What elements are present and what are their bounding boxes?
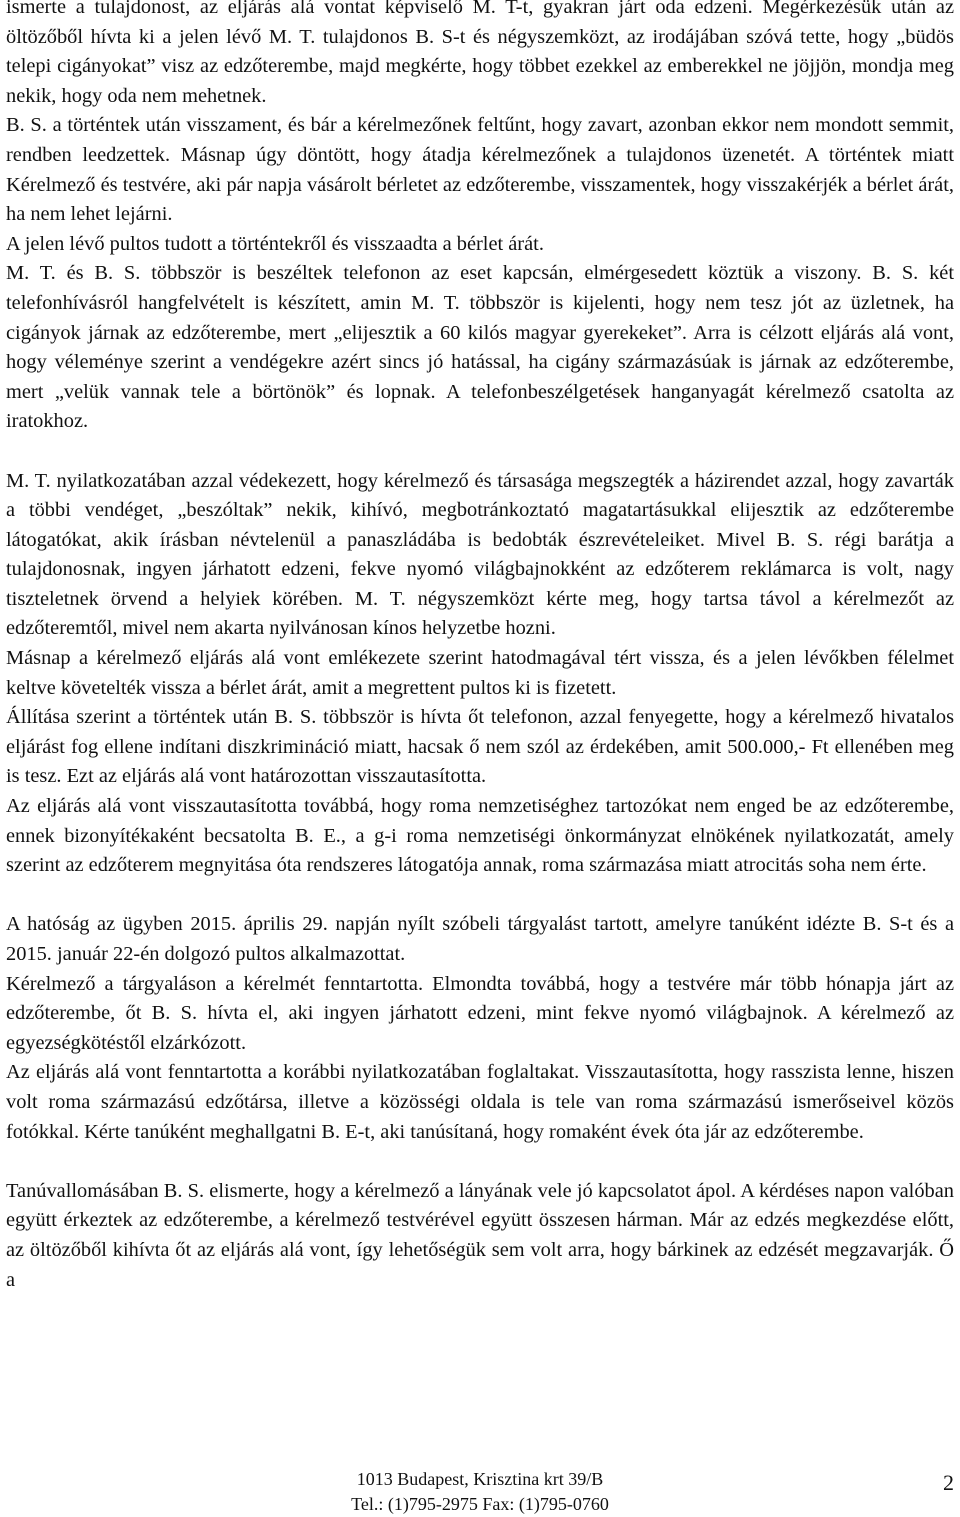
paragraph: ismerte a tulajdonost, az eljárás alá vontat képviselő M. T-t, gyakran járt oda edzeni. Megérkezésük után az öltözőből hívta ki a jelen lévő M. T. tulajdonos B. S-t és négyszemközt, az irodájában szóvá tette, hogy „büdös telepi cigányokat” visz az edzőterembe, majd megkérte, hogy többet ezekkel az emberekkel ne jöjjön, mondja meg nekik, hogy oda nem mehetnek. [6,0,954,107]
paragraph-spacer [6,437,954,467]
paragraph: B. S. a történtek után visszament, és bár a kérelmezőnek feltűnt, hogy zavart, azonban ekkor nem mondott semmit, rendben leedzettek. Másnap úgy döntött, hogy átadja kérelmezőnek a tulajdonos üzenetét. A történtek miatt Kérelmező és testvére, aki pár napja vásárolt bérletet az edzőterembe, visszamentek, hogy visszakérjék a bérlet árát, ha nem lehet lejárni. [6,114,954,226]
paragraph-spacer [6,881,954,911]
paragraph: Az eljárás alá vont fenntartotta a korábbi nyilatkozatában foglaltakat. Visszautasította, hogy rasszista lenne, hiszen volt roma származású edzőtársa, illetve a közösségi oldala is tele van roma származású ismerőseivel közös fotókkal. Kérte tanúként meghallgatni B. E-t, aki tanúsítaná, hogy romaként évek óta jár az edzőterembe. [6,1061,954,1143]
paragraph: Tanúvallomásában B. S. elismerte, hogy a kérelmező a lányának vele jó kapcsolatot ápol. A kérdéses napon valóban együtt érkeztek az edzőterembe, a kérelmező testvérével együtt összesen hárman. Már az edzés megkezdése előtt, az öltözőből kihívta őt az eljárás alá vont, így lehetőségük sem volt arra, hogy bárkinek az edzését megzavarják. Ő a [6,1179,954,1291]
page-number: 2 [943,1470,954,1495]
paragraph: Az eljárás alá vont visszautasította továbbá, hogy roma nemzetiséghez tartozókat nem enged be az edzőterembe, ennek bizonyítékaként becsatolta B. E., a g-i roma nemzetiségi önkormányzat elnökének nyilatkozatát, amely szerint az edzőterem megnyitása óta rendszeres látogatója annak, roma származása miatt atrocitás soha nem érte. [6,795,954,877]
footer-address: 1013 Budapest, Krisztina krt 39/B [356,1469,604,1489]
document-body [6,0,954,1295]
paragraph: A hatóság az ügyben 2015. április 29. napján nyílt szóbeli tárgyalást tartott, amelyre tanúként idézte B. S-t és a 2015. január 22-én dolgozó pultos alkalmazottat. [6,913,954,965]
paragraph: Másnap a kérelmező eljárás alá vont emlékezete szerint hatodmagával tért vissza, és a jelen lévőkben félelmet keltve követelték vissza a bérlet árát, amit a megrettent pultos ki is fizetett. [6,647,954,699]
paragraph: A jelen lévő pultos tudott a történtekről és visszaadta a bérlet árát. [6,232,544,255]
paragraph: Állítása szerint a történtek után B. S. többször is hívta őt telefonon, azzal fenyegette, hogy a kérelmező hivatalos eljárást fog ellene indítani diszkrimináció miatt, hacsak ő nem szól az érdekében, amit 500.000,- Ft ellenében meg is tesz. Ezt az eljárás alá vont határozottan visszautasította. [6,706,954,788]
paragraph: Kérelmező a tárgyaláson a kérelmét fenntartotta. Elmondta továbbá, hogy a testvére már több hónapja járt az edzőterembe, őt B. S. hívta el, aki ingyen járhatott edzeni, mint fekve nyomó világbajnok. A kérelmező az egyezségkötéstől elzárkózott. [6,972,954,1054]
paragraph-spacer [6,1147,954,1177]
paragraph: M. T. és B. S. többször is beszéltek telefonon az eset kapcsán, elmérgesedett köztük a viszony. B. S. két telefonhívásról hangfelvételt is készített, amin M. T. többször is kijelenti, hogy nem tesz jót az üzletnek, ha cigányok járnak az edzőterembe, mert „elijesztik a 60 kilós magyar gyerekeket”. Arra is célzott eljárás alá vont, hogy véleménye szerint a vendégekre azért sincs jó hatással, ha cigány származásúak is járnak az edzőterembe, mert „velük vannak tele a börtönök” és lopnak. A telefonbeszélgetések hanganyagát kérelmező csatolta az iratokhoz. [6,262,954,433]
paragraph: M. T. nyilatkozatában azzal védekezett, hogy kérelmező és társasága megszegték a házirendet azzal, hogy zavarták a többi vendéget, „beszóltak” nekik, kihívó, megbotránkoztató magatartásukkal elijesztik az edzőterembe látogatókat, akik írásban névtelenül a panaszládába is bedobták észrevételeiket. Mivel B. S. régi barátja a tulajdonosnak, ingyen járhatott edzeni, fekve nyomó világbajnokként az edzőterem reklámarca is volt, nagy tiszteletnek örvend a helyiek körében. M. T. négyszemközt kérte meg, hogy tartsa távol a kérelmezőt az edzőteremtől, mivel nem akarta nyilvánosan kínos helyzetbe hozni. [6,469,954,640]
page-footer [0,1467,960,1517]
footer-contact: Tel.: (1)795-2975 Fax: (1)795-0760 [351,1494,609,1514]
